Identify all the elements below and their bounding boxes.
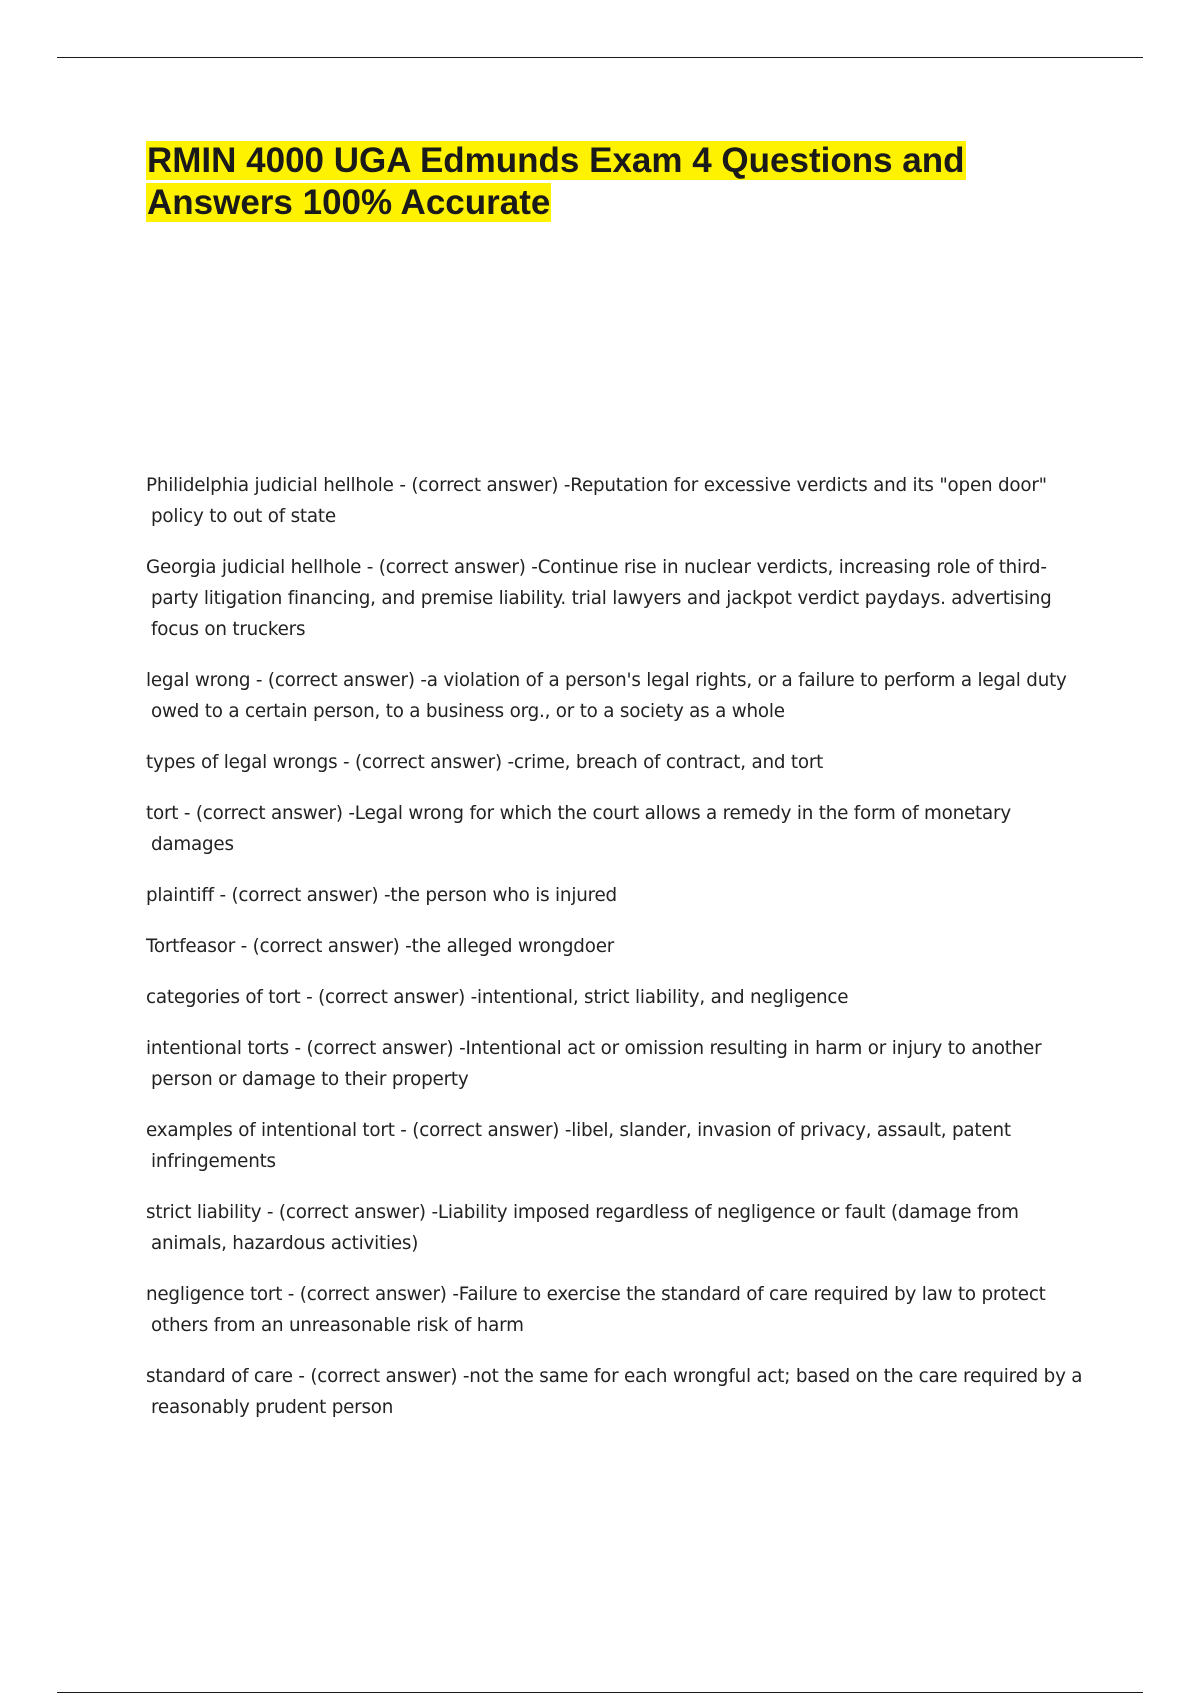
page-title [146,140,1046,224]
qa-item-standard-of-care: standard of care - (correct answer) -not the same for each wrongful act; based on the care required by a reasonably prudent person [146,1366,1083,1418]
qa-item-types-of-legal-wrongs: types of legal wrongs - (correct answer) -crime, breach of contract, and tort [146,752,824,773]
qa-item-intentional-torts: intentional torts - (correct answer) -Intentional act or omission resulting in harm or injury to another person or damage to their property [146,1038,1042,1090]
qa-item-examples-intentional-tort: examples of intentional tort - (correct answer) -libel, slander, invasion of privacy, assault, patent infringements [146,1120,1011,1172]
qa-item-negligence-tort: negligence tort - (correct answer) -Failure to exercise the standard of care required by law to protect others from an unreasonable risk of harm [146,1284,1046,1336]
qa-item-categories-of-tort: categories of tort - (correct answer) -intentional, strict liability, and negligence [146,987,849,1008]
qa-item-georgia-hellhole: Georgia judicial hellhole - (correct answer) -Continue rise in nuclear verdicts, increasing role of third-party litigation financing, and premise liability. trial lawyers and jackpot verdict paydays. advertising focus on truckers [146,557,1052,640]
qa-item-tort: tort - (correct answer) -Legal wrong for which the court allows a remedy in the form of monetary damages [146,803,1011,855]
qa-item-tortfeasor: Tortfeasor - (correct answer) -the alleged wrongdoer [146,936,615,957]
qa-item-strict-liability: strict liability - (correct answer) -Liability imposed regardless of negligence or fault (damage from animals, hazardous activities) [146,1202,1019,1254]
qa-item-plaintiff: plaintiff - (correct answer) -the person who is injured [146,885,617,906]
qa-item-philadelphia-hellhole: Philidelphia judicial hellhole - (correct answer) -Reputation for excessive verdicts and its "open door" policy to out of state [146,475,1047,527]
header-rule [57,57,1143,58]
footer-rule [57,1692,1143,1693]
qa-list [146,470,1091,1443]
title-highlight: RMIN 4000 UGA Edmunds Exam 4 Questions and Answers 100% Accurate [147,141,965,222]
qa-item-legal-wrong: legal wrong - (correct answer) -a violation of a person's legal rights, or a failure to perform a legal duty owed to a certain person, to a business org., or to a society as a whole [146,670,1067,722]
